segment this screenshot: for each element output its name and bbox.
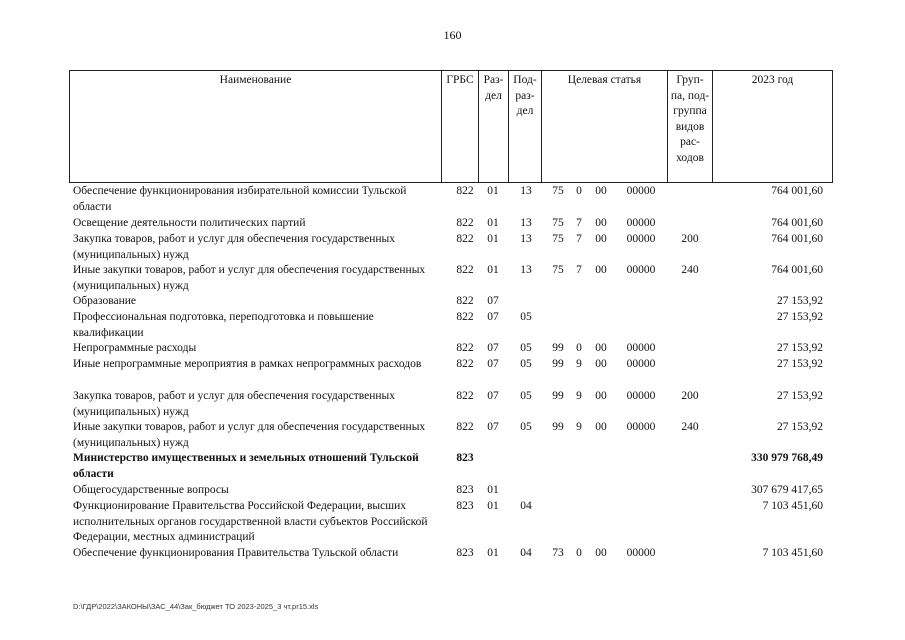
- file-path-footer: D:\ГДР\2022\ЗАКОНЫ\ЗАС_44\Зак_бюджет ТО 2023-2025_3 чт.pr15.xls: [73, 602, 319, 611]
- row-grbs: 822: [456, 264, 474, 276]
- row-vr: 200: [681, 233, 699, 245]
- row-grbs: 823: [456, 547, 474, 559]
- row-t4: 00000: [626, 342, 656, 354]
- row-t1: 99: [552, 358, 564, 370]
- row-t2: 0: [576, 342, 582, 354]
- row-t2: 7: [576, 233, 582, 245]
- row-razd: 01: [487, 217, 499, 229]
- row-podr: 04: [520, 500, 532, 512]
- row-amount: 764 001,60: [771, 217, 823, 229]
- row-t4: 00000: [626, 390, 656, 402]
- row-t4: 00000: [626, 185, 656, 197]
- row-grbs: 823: [456, 500, 474, 512]
- row-name: Общегосударственные вопросы: [73, 484, 229, 496]
- row-razd: 01: [487, 484, 499, 496]
- row-t1: 75: [552, 233, 564, 245]
- row-t3: 00: [595, 264, 607, 276]
- row-podr: 13: [520, 264, 532, 276]
- row-t4: 00000: [626, 233, 656, 245]
- row-podr: 05: [520, 342, 532, 354]
- row-name: Иные непрограммные мероприятия в рамках непрограммных расходов: [73, 358, 422, 370]
- row-razd: 01: [487, 264, 499, 276]
- row-grbs: 822: [456, 233, 474, 245]
- row-name: Непрограммные расходы: [73, 342, 197, 354]
- row-grbs: 823: [456, 484, 474, 496]
- row-grbs: 822: [456, 311, 474, 323]
- row-t2: 9: [576, 390, 582, 402]
- row-t3: 00: [595, 547, 607, 559]
- row-razd: 01: [487, 185, 499, 197]
- row-t1: 99: [552, 390, 564, 402]
- row-amount: 764 001,60: [771, 233, 823, 245]
- row-razd: 07: [487, 421, 499, 433]
- row-razd: 07: [487, 358, 499, 370]
- row-podr: 13: [520, 185, 532, 197]
- row-grbs: 822: [456, 295, 474, 307]
- row-grbs: 822: [456, 390, 474, 402]
- row-amount: 307 679 417,65: [751, 484, 823, 496]
- row-t2: 7: [576, 217, 582, 229]
- row-name: Функционирование Правительства Российской Федерации, высших исполнительных органов государственной власти субъектов Российской Федерации, местных администраций: [73, 500, 428, 544]
- row-name: Закупка товаров, работ и услуг для обеспечения государственных (муниципальных) нужд: [73, 390, 396, 418]
- row-t1: 99: [552, 421, 564, 433]
- row-t4: 00000: [626, 358, 656, 370]
- row-t4: 00000: [626, 264, 656, 276]
- row-grbs: 822: [456, 342, 474, 354]
- header-name: Наименование: [219, 74, 292, 86]
- row-t3: 00: [595, 185, 607, 197]
- row-amount: 330 979 768,49: [751, 452, 823, 464]
- header-podrazdel: Под- раз- дел: [508, 71, 541, 182]
- row-razd: 07: [487, 311, 499, 323]
- row-podr: 04: [520, 547, 532, 559]
- row-grbs: 822: [456, 358, 474, 370]
- row-amount: 764 001,60: [771, 264, 823, 276]
- page-number: 160: [443, 28, 462, 42]
- row-podr: 05: [520, 421, 532, 433]
- row-name: Иные закупки товаров, работ и услуг для обеспечения государственных (муниципальных) нужд: [73, 421, 426, 449]
- row-amount: 27 153,92: [777, 358, 823, 370]
- row-t3: 00: [595, 342, 607, 354]
- row-t2: 0: [576, 547, 582, 559]
- row-razd: 01: [487, 233, 499, 245]
- table-header: [69, 70, 833, 183]
- row-t4: 00000: [626, 421, 656, 433]
- row-podr: 05: [520, 358, 532, 370]
- header-razdel: Раз- дел: [478, 71, 508, 182]
- row-name: Освещение деятельности политических партий: [73, 217, 306, 229]
- row-razd: 07: [487, 342, 499, 354]
- row-vr: 200: [681, 390, 699, 402]
- row-name: Обеспечение функционирования Правительства Тульской области: [73, 547, 399, 559]
- row-amount: 27 153,92: [777, 421, 823, 433]
- row-razd: 01: [487, 547, 499, 559]
- row-amount: 27 153,92: [777, 311, 823, 323]
- row-t2: 0: [576, 185, 582, 197]
- row-t3: 00: [595, 390, 607, 402]
- row-t3: 00: [595, 217, 607, 229]
- row-name: Образование: [73, 295, 137, 307]
- row-name: Министерство имущественных и земельных отношений Тульской области: [73, 452, 419, 480]
- row-podr: 05: [520, 390, 532, 402]
- row-t3: 00: [595, 233, 607, 245]
- row-amount: 7 103 451,60: [762, 547, 823, 559]
- row-podr: 13: [520, 217, 532, 229]
- header-vid: Груп- па, под- группа видов рас- ходов: [667, 71, 712, 182]
- row-razd: 07: [487, 295, 499, 307]
- row-podr: 13: [520, 233, 532, 245]
- row-t1: 75: [552, 217, 564, 229]
- row-vr: 240: [681, 421, 699, 433]
- row-grbs: 822: [456, 185, 474, 197]
- row-t4: 00000: [626, 547, 656, 559]
- header-celevaya: Целевая статья: [541, 71, 667, 182]
- row-t1: 99: [552, 342, 564, 354]
- row-razd: 01: [487, 500, 499, 512]
- row-amount: 7 103 451,60: [762, 500, 823, 512]
- row-grbs: 823: [456, 452, 474, 464]
- row-podr: 05: [520, 311, 532, 323]
- row-razd: 07: [487, 390, 499, 402]
- row-grbs: 822: [456, 421, 474, 433]
- row-t2: 7: [576, 264, 582, 276]
- row-t3: 00: [595, 421, 607, 433]
- row-t1: 75: [552, 185, 564, 197]
- row-amount: 764 001,60: [771, 185, 823, 197]
- row-grbs: 822: [456, 217, 474, 229]
- row-t1: 73: [552, 547, 564, 559]
- header-grbs: ГРБС: [441, 71, 478, 182]
- row-amount: 27 153,92: [777, 390, 823, 402]
- row-t4: 00000: [626, 217, 656, 229]
- row-t2: 9: [576, 358, 582, 370]
- row-name: Иные закупки товаров, работ и услуг для обеспечения государственных (муниципальных) нужд: [73, 264, 426, 292]
- row-t2: 9: [576, 421, 582, 433]
- row-name: Закупка товаров, работ и услуг для обеспечения государственных (муниципальных) нужд: [73, 233, 396, 261]
- row-t1: 75: [552, 264, 564, 276]
- header-year: 2023 год: [712, 71, 832, 182]
- row-amount: 27 153,92: [777, 295, 823, 307]
- row-vr: 240: [681, 264, 699, 276]
- row-name: Обеспечение функционирования избирательной комиссии Тульской области: [73, 185, 407, 213]
- row-t3: 00: [595, 358, 607, 370]
- row-amount: 27 153,92: [777, 342, 823, 354]
- row-name: Профессиональная подготовка, переподготовка и повышение квалификации: [73, 311, 374, 339]
